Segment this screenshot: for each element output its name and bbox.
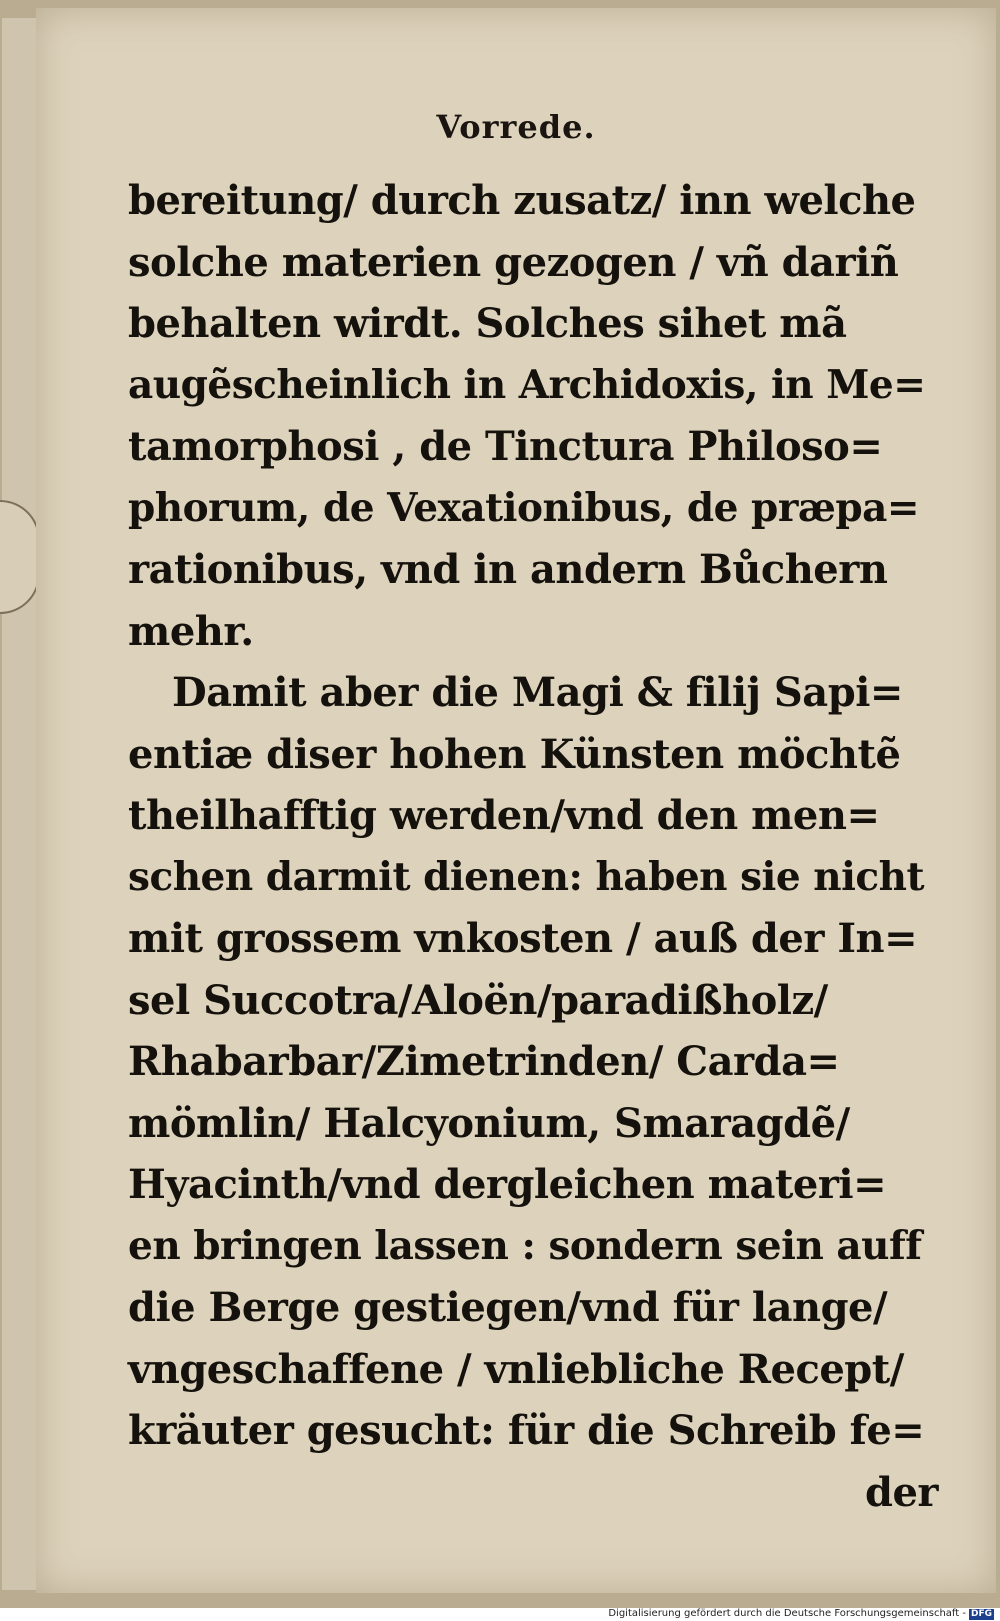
page-heading: Vorrede.: [436, 108, 596, 146]
text-line: der: [865, 1468, 938, 1516]
text-line: vngeschaffene / vnliebliche Recept/: [128, 1345, 904, 1393]
text-line: mit grossem vnkosten / auß der In=: [128, 915, 918, 962]
text-line: schen darmit dienen: haben sie nicht: [128, 853, 925, 900]
text-line: Hyacinth/vnd dergleichen materi=: [128, 1161, 887, 1208]
digitization-footer: [608, 1608, 994, 1620]
dfg-logo-badge: DFG: [970, 1609, 992, 1619]
underlying-page-edge: [2, 18, 40, 1590]
text-line: augẽscheinlich in Archidoxis, in Me=: [128, 361, 926, 408]
text-line: entiæ diser hohen Künsten möchtẽ: [128, 730, 901, 778]
text-line: rationibus, vnd in andern Bůchern: [128, 546, 888, 593]
text-line: kräuter gesucht: für die Schreib fe=: [128, 1407, 925, 1454]
text-line: behalten wirdt. Solches sihet mã: [128, 300, 847, 347]
text-line: mömlin/ Halcyonium, Smaragdẽ/: [128, 1099, 850, 1147]
text-line: mehr.: [128, 607, 254, 655]
text-line: Rhabarbar/Zimetrinden/ Carda=: [128, 1038, 840, 1085]
book-page: [36, 8, 996, 1593]
text-line: solche materien gezogen / vñ dariñ: [128, 238, 899, 286]
text-line: theilhafftig werden/vnd den men=: [128, 792, 880, 839]
page-text-block: [128, 170, 938, 1523]
text-line: Damit aber die Magi & filij Sapi=: [172, 669, 903, 716]
text-line: tamorphosi , de Tinctura Philoso=: [128, 423, 883, 470]
text-line: sel Succotra/Aloën/paradißholz/: [128, 976, 828, 1024]
text-line: bereitung/ durch zusatz/ inn welche: [128, 177, 916, 224]
text-line: phorum, de Vexationibus, de præpa=: [128, 484, 920, 531]
text-line: die Berge gestiegen/vnd für lange/: [128, 1284, 888, 1331]
text-line: en bringen lassen : sondern sein auff: [128, 1222, 922, 1269]
footer-credit-text: Digitalisierung gefördert durch die Deutsche Forschungsgemeinschaft -: [608, 1608, 966, 1619]
